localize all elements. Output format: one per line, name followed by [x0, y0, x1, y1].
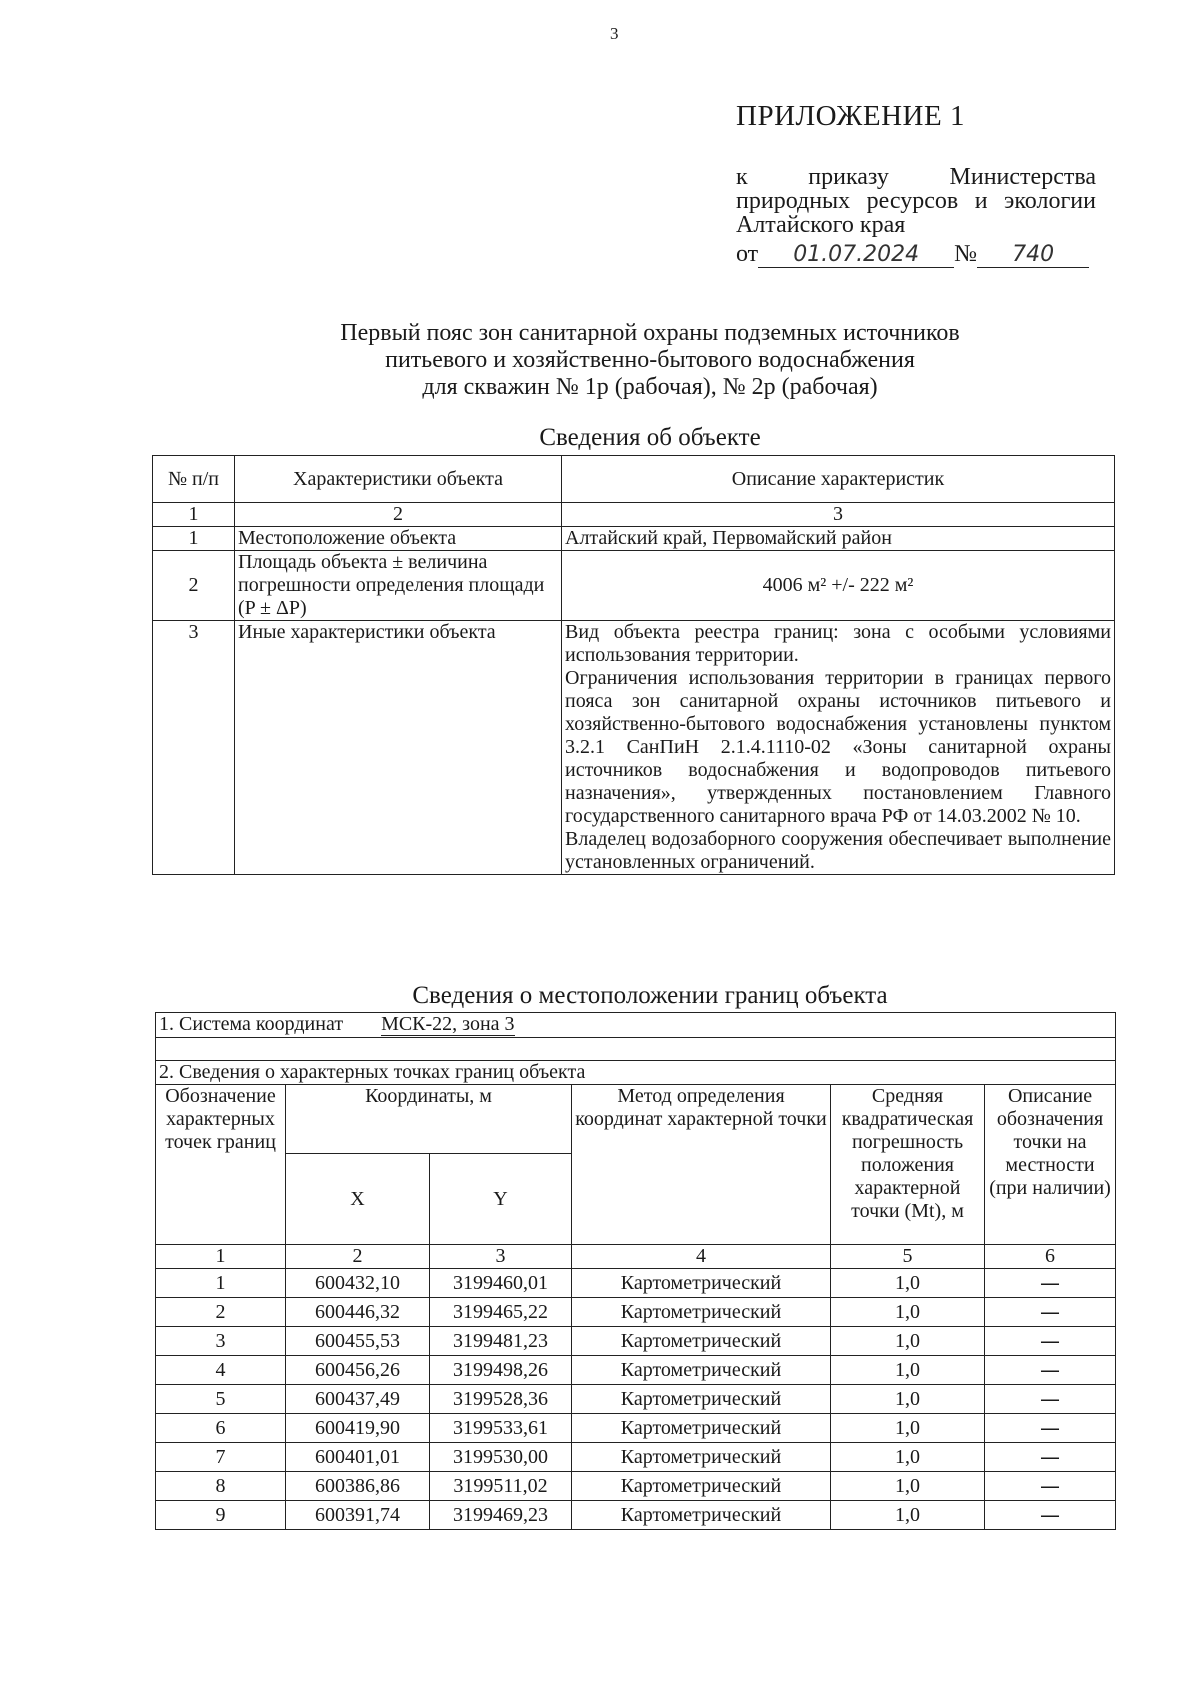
row-num: 1	[153, 527, 235, 551]
point-error: 1,0	[831, 1385, 985, 1414]
coord-system-value: МСК-22, зона 3	[381, 1013, 515, 1035]
appendix-block	[736, 100, 1096, 269]
title-line-2: питьевого и хозяйственно-бытового водоснабжения	[385, 347, 915, 373]
from-label: от	[736, 241, 759, 267]
table-row	[156, 1327, 1116, 1356]
row-name: Местоположение объекта	[235, 527, 562, 551]
header-error: Средняя квадратическая погрешность положения характерной точки (Mt), м	[831, 1085, 985, 1245]
point-method: Картометрический	[572, 1472, 831, 1501]
desc-paragraph: Вид объекта реестра границ: зона с особыми условиями использования территории.	[565, 621, 1111, 666]
row-desc	[562, 621, 1115, 875]
point-method: Картометрический	[572, 1356, 831, 1385]
object-info-title: Сведения об объекте	[539, 424, 761, 451]
table-row	[156, 1298, 1116, 1327]
point-number: 3	[156, 1327, 286, 1356]
point-x: 600419,90	[286, 1414, 430, 1443]
document-title	[150, 320, 1150, 401]
header-characteristic: Характеристики объекта	[235, 456, 562, 503]
table-row	[156, 1472, 1116, 1501]
point-y: 3199528,36	[430, 1385, 572, 1414]
col-number: 1	[153, 503, 235, 527]
col-number: 5	[831, 1245, 985, 1269]
point-number: 7	[156, 1443, 286, 1472]
header-description: Описание характеристик	[562, 456, 1115, 503]
table-row	[156, 1414, 1116, 1443]
point-error: 1,0	[831, 1501, 985, 1530]
desc-paragraph: Владелец водозаборного сооружения обеспечивает выполнение установленных ограничений.	[565, 828, 1111, 873]
header-designation: Обозначение характерных точек границ	[156, 1085, 286, 1245]
table-row	[156, 1443, 1116, 1472]
point-method: Картометрический	[572, 1501, 831, 1530]
table-row	[156, 1269, 1116, 1298]
point-error: 1,0	[831, 1269, 985, 1298]
point-y: 3199465,22	[430, 1298, 572, 1327]
point-description: —	[985, 1269, 1116, 1298]
point-x: 600386,86	[286, 1472, 430, 1501]
column-number-row	[156, 1245, 1116, 1269]
point-error: 1,0	[831, 1414, 985, 1443]
row-num: 2	[153, 551, 235, 621]
table-row	[156, 1501, 1116, 1530]
coord-system-cell	[156, 1013, 1116, 1038]
point-x: 600401,01	[286, 1443, 430, 1472]
header-y: Y	[430, 1154, 572, 1245]
page-number: 3	[610, 24, 619, 43]
desc-paragraph: Ограничения использования территории в границах первого пояса зон санитарной охраны источников питьевого и хозяйственно-бытового водоснабжения установлены пунктом 3.2.1 СанПиН 2.1.4.1110-02 «Зоны санитарной охраны источников водоснабжения и водопроводов питьевого назначения», утвержденных постановлением Главного государственного санитарного врача РФ от 14.03.2002 № 10.	[565, 667, 1111, 827]
points-label: 2. Сведения о характерных точках границ объекта	[156, 1061, 1116, 1085]
point-method: Картометрический	[572, 1269, 831, 1298]
point-description: —	[985, 1298, 1116, 1327]
point-y: 3199460,01	[430, 1269, 572, 1298]
title-line-1: Первый пояс зон санитарной охраны подземных источников	[340, 320, 960, 346]
point-method: Картометрический	[572, 1414, 831, 1443]
coord-system-label: 1. Система координат	[159, 1013, 344, 1035]
point-description: —	[985, 1443, 1116, 1472]
point-number: 2	[156, 1298, 286, 1327]
point-number: 9	[156, 1501, 286, 1530]
object-info-table	[152, 455, 1115, 875]
number-label: №	[954, 241, 978, 267]
point-y: 3199469,23	[430, 1501, 572, 1530]
appendix-order-reference: к приказу Министерства природных ресурсов и экологии Алтайского края	[736, 164, 1096, 238]
point-error: 1,0	[831, 1356, 985, 1385]
col-number: 3	[430, 1245, 572, 1269]
spacer-cell	[156, 1038, 1116, 1061]
point-y: 3199481,23	[430, 1327, 572, 1356]
order-date-handwritten: 01.07.2024	[758, 243, 954, 268]
header-num: № п/п	[153, 456, 235, 503]
points-label-row	[156, 1061, 1116, 1085]
table-row	[153, 621, 1115, 875]
point-number: 5	[156, 1385, 286, 1414]
header-x: X	[286, 1154, 430, 1245]
point-description: —	[985, 1472, 1116, 1501]
order-date-number-line	[736, 239, 1096, 269]
point-error: 1,0	[831, 1298, 985, 1327]
point-method: Картометрический	[572, 1385, 831, 1414]
table-row	[156, 1356, 1116, 1385]
point-method: Картометрический	[572, 1298, 831, 1327]
point-error: 1,0	[831, 1327, 985, 1356]
point-description: —	[985, 1501, 1116, 1530]
spacer-row	[156, 1038, 1116, 1061]
table-header-row	[153, 456, 1115, 503]
point-method: Картометрический	[572, 1327, 831, 1356]
point-number: 6	[156, 1414, 286, 1443]
header-method: Метод определения координат характерной точки	[572, 1085, 831, 1245]
table-row	[153, 551, 1115, 621]
row-num: 3	[153, 621, 235, 875]
point-x: 600437,49	[286, 1385, 430, 1414]
point-x: 600455,53	[286, 1327, 430, 1356]
point-number: 8	[156, 1472, 286, 1501]
point-description: —	[985, 1327, 1116, 1356]
column-number-row	[153, 503, 1115, 527]
point-y: 3199511,02	[430, 1472, 572, 1501]
location-table	[155, 1012, 1116, 1530]
order-number-handwritten: 740	[977, 243, 1089, 268]
point-y: 3199498,26	[430, 1356, 572, 1385]
col-number: 3	[562, 503, 1115, 527]
row-name: Иные характеристики объекта	[235, 621, 562, 875]
point-error: 1,0	[831, 1443, 985, 1472]
point-method: Картометрический	[572, 1443, 831, 1472]
point-y: 3199533,61	[430, 1414, 572, 1443]
table-row	[156, 1385, 1116, 1414]
point-x: 600432,10	[286, 1269, 430, 1298]
col-number: 2	[286, 1245, 430, 1269]
header-coords: Координаты, м	[286, 1085, 572, 1154]
point-x: 600456,26	[286, 1356, 430, 1385]
table-row	[153, 527, 1115, 551]
point-error: 1,0	[831, 1472, 985, 1501]
col-number: 1	[156, 1245, 286, 1269]
point-y: 3199530,00	[430, 1443, 572, 1472]
row-name: Площадь объекта ± величина погрешности определения площади (P ± ΔP)	[235, 551, 562, 621]
point-description: —	[985, 1385, 1116, 1414]
location-info-title: Сведения о местоположении границ объекта	[412, 982, 888, 1009]
point-x: 600446,32	[286, 1298, 430, 1327]
coord-system-row	[156, 1013, 1116, 1038]
point-description: —	[985, 1356, 1116, 1385]
point-number: 4	[156, 1356, 286, 1385]
point-description: —	[985, 1414, 1116, 1443]
col-number: 4	[572, 1245, 831, 1269]
header-description: Описание обозначения точки на местности (при наличии)	[985, 1085, 1116, 1245]
row-desc: Алтайский край, Первомайский район	[562, 527, 1115, 551]
title-line-3: для скважин № 1р (рабочая), № 2р (рабочая)	[422, 374, 878, 400]
col-number: 2	[235, 503, 562, 527]
col-number: 6	[985, 1245, 1116, 1269]
point-x: 600391,74	[286, 1501, 430, 1530]
point-number: 1	[156, 1269, 286, 1298]
table-header-row	[156, 1085, 1116, 1154]
appendix-title: ПРИЛОЖЕНИЕ 1	[736, 100, 965, 132]
row-desc: 4006 м² +/- 222 м²	[562, 551, 1115, 621]
